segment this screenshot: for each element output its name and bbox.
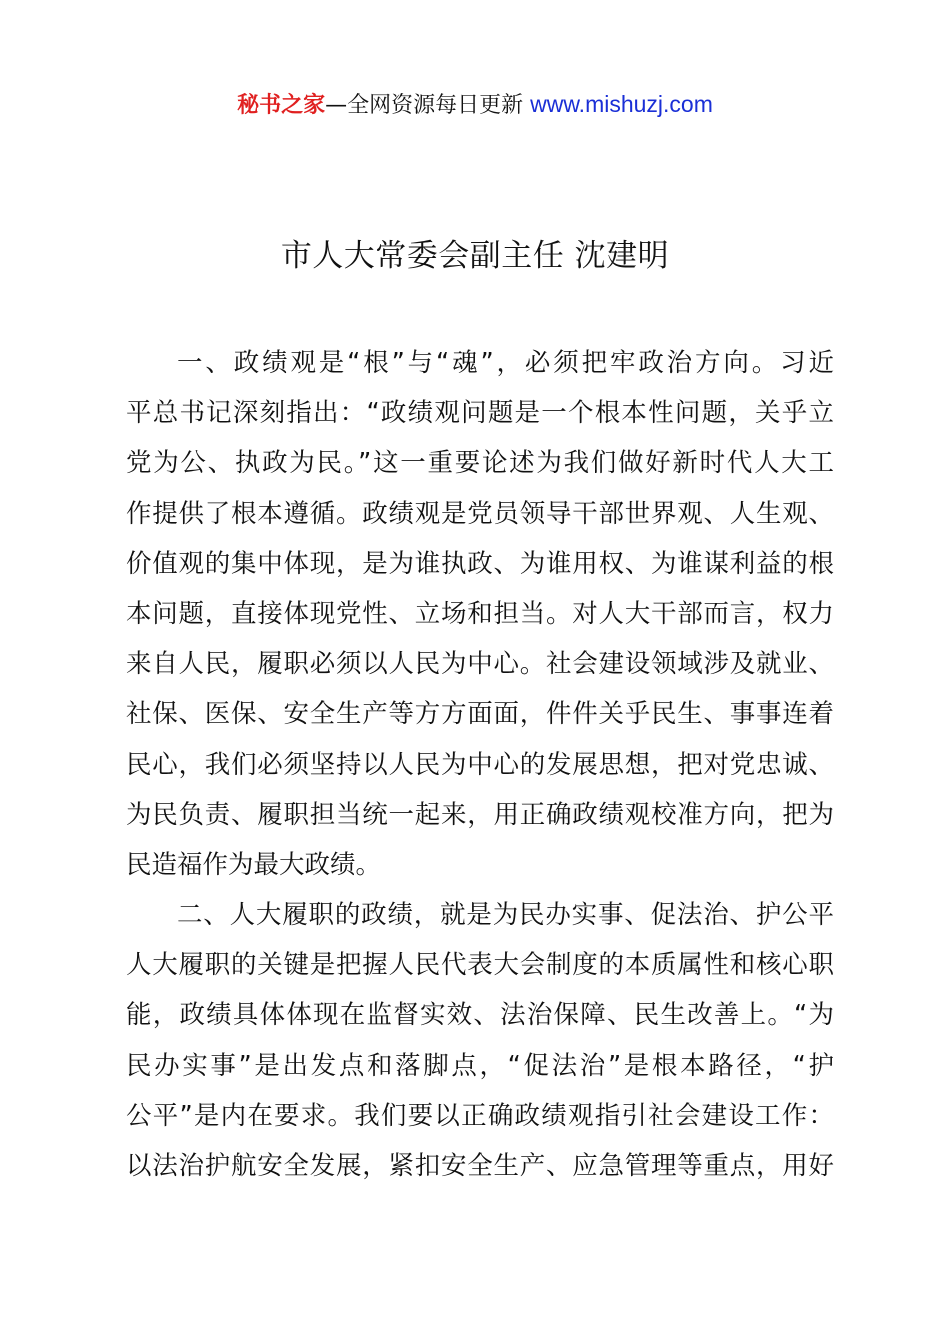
site-url-link[interactable]: www.mishuzj.com <box>530 91 713 117</box>
paragraph-line: 来自人民，履职必须以人民为中心。社会建设领域涉及就业、 <box>126 649 834 680</box>
paragraph-line: 一、政绩观是“根”与“魂”，必须把牢政治方向。习近 <box>177 348 834 378</box>
paragraph-line: 党为公、执政为民。”这一重要论述为我们做好新时代人大工 <box>126 448 834 479</box>
paragraph-line: 人大履职的关键是把握人民代表大会制度的本质属性和核心职 <box>126 950 834 981</box>
paragraph-1 <box>126 338 834 890</box>
paragraph-line: 民办实事”是出发点和落脚点，“促法治”是根本路径，“护 <box>126 1050 834 1081</box>
site-brand-name: 秘书之家 <box>237 93 326 118</box>
paragraph-line: 社保、医保、安全生产等方方面面，件件关乎民生、事事连着 <box>126 699 834 730</box>
paragraph-2 <box>126 890 834 1191</box>
paragraph-line: 本问题，直接体现党性、立场和担当。对人大干部而言，权力 <box>126 598 834 629</box>
paragraph-line: 民造福作为最大政绩。 <box>126 849 382 880</box>
paragraph-line: 平总书记深刻指出：“政绩观问题是一个根本性问题，关乎立 <box>126 398 834 429</box>
paragraph-line: 以法治护航安全发展，紧扣安全生产、应急管理等重点，用好 <box>126 1151 834 1181</box>
paragraph-line: 作提供了根本遵循。政绩观是党员领导干部世界观、人生观、 <box>126 498 834 529</box>
paragraph-line: 二、人大履职的政绩，就是为民办实事、促法治、护公平 <box>177 900 834 931</box>
paragraph-line: 民心，我们必须坚持以人民为中心的发展思想，把对党忠诚、 <box>126 749 834 780</box>
paragraph-line: 公平”是内在要求。我们要以正确政绩观指引社会建设工作： <box>126 1100 834 1131</box>
paragraph-line: 能，政绩具体体现在监督实效、法治保障、民生改善上。“为 <box>126 1000 834 1031</box>
paragraph-line: 价值观的集中体现，是为谁执政、为谁用权、为谁谋利益的根 <box>126 548 834 579</box>
site-tagline: —全网资源每日更新 <box>325 93 531 118</box>
document-body <box>126 338 834 1191</box>
paragraph-line: 为民负责、履职担当统一起来，用正确政绩观校准方向，把为 <box>126 799 834 830</box>
document-title: 市人大常委会副主任 沈建明 <box>280 238 670 274</box>
site-header-banner <box>0 88 950 122</box>
